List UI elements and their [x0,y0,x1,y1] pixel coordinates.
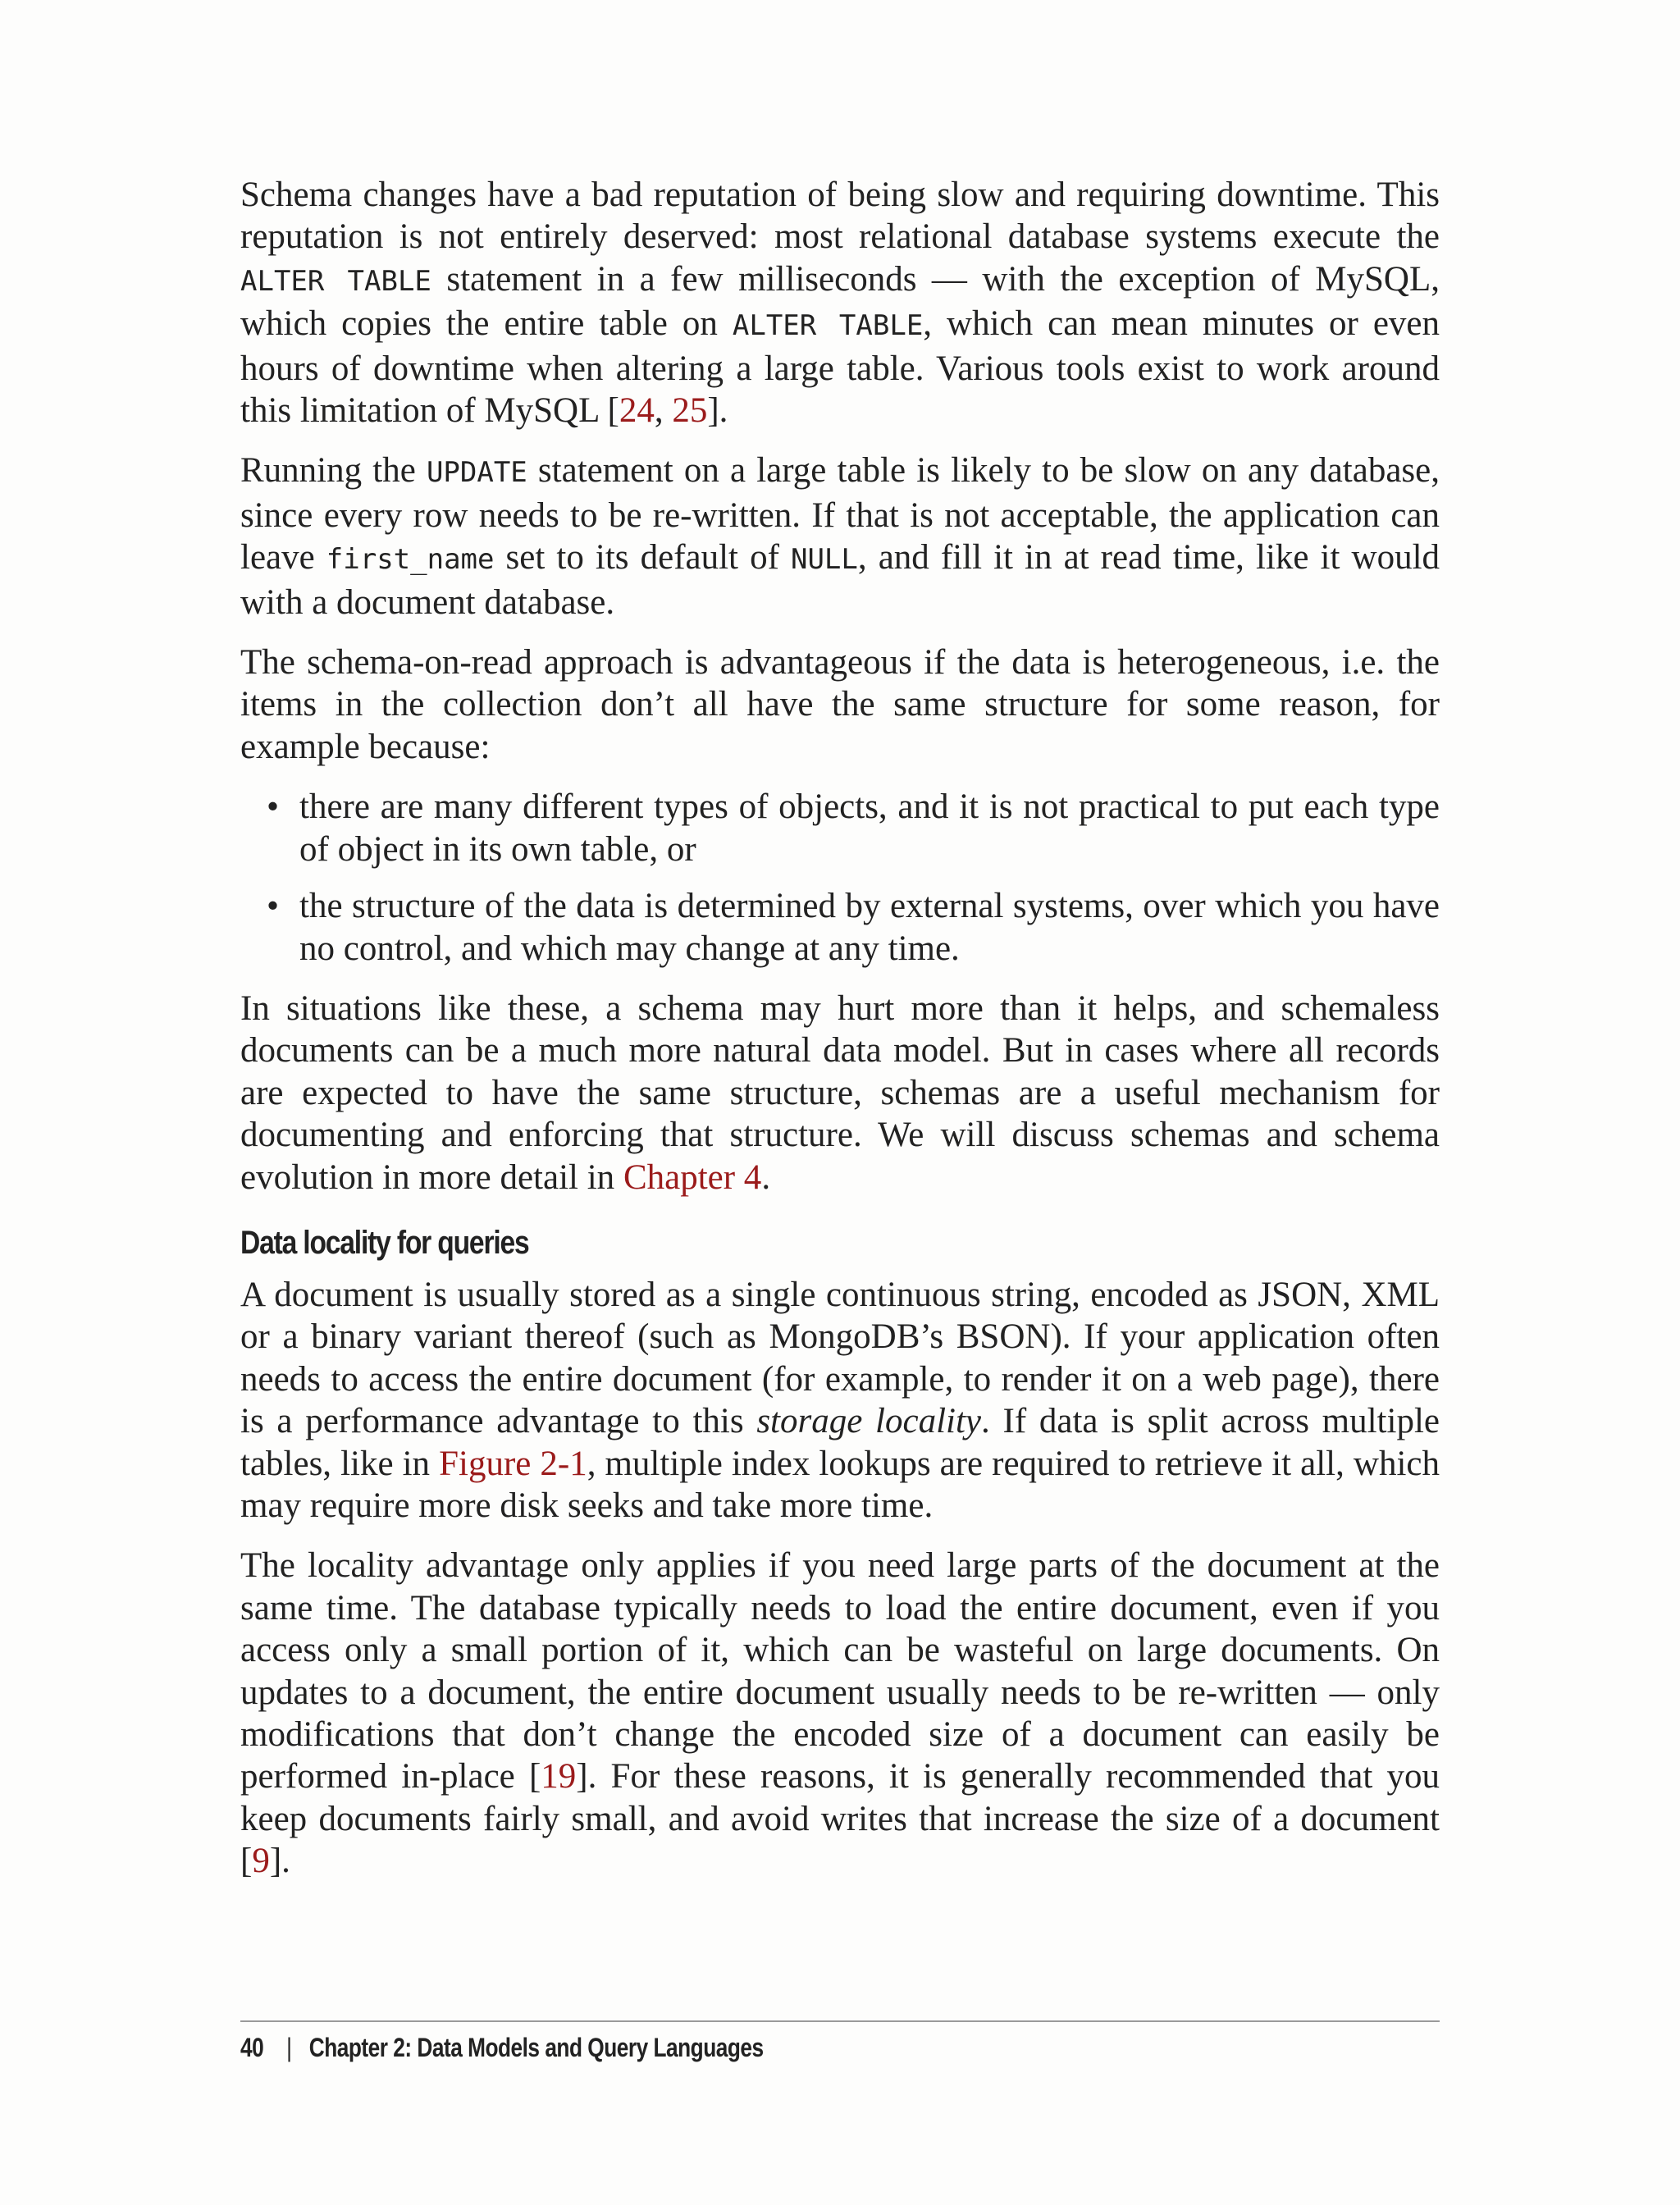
list-item [267,786,1440,870]
text-span: In situations like these, a schema may hurt more than it helps, and schemaless documents can be a much more natural data model. But in cases where all records are expected to have the same structure, schemas are a useful mechanism for documenting and enforcing that structure. We will discuss schemas and schema evolution in more detail in [240,988,1440,1197]
paragraph-locality-advantage [240,1545,1440,1882]
page-footer [240,2029,764,2066]
emphasis-text: storage locality [756,1402,982,1441]
footer-divider [240,2020,1440,2022]
text-span: statement on a large table is likely to be slow on any database, since every row needs to be re-written. If that is not acceptable, the application can leave [240,451,1440,578]
text-span: Schema changes have a bad reputation of being slow and requiring downtime. This reputation is not entirely deserved: most relational database systems execute the [240,176,1440,257]
text-span: , which can mean minutes or even hours of downtime when altering a large table. Various tools exist to work around this limitation of MySQL [ [240,304,1440,431]
citation-link[interactable]: 25 [672,391,708,431]
text-span: Running the [240,451,427,491]
inline-code: ALTER TABLE [732,309,924,343]
chapter-4-link[interactable]: Chapter 4 [623,1157,762,1197]
figure-2-1-link[interactable]: Figure 2-1 [439,1444,587,1483]
footer-separator: | [286,2033,292,2062]
text-span: ]. [269,1842,290,1881]
text-span: . If data is split across multiple tables, like in [240,1402,1440,1483]
inline-code: ALTER TABLE [240,264,431,298]
page-number: 40 [240,2033,264,2062]
text-span: The schema-on-read approach is advantageous if the data is heterogeneous, i.e. the items in the collection don’t all have the same structure for some reason, for example because: [240,643,1440,766]
paragraph-update-statement [240,450,1440,623]
section-heading: Data locality for queries [240,1224,529,1261]
list-item-text: there are many different types of objects, and it is not practical to put each type of object in its own table, or [299,788,1440,869]
paragraph-schema-changes [240,174,1440,431]
text-span: , multiple index lookups are required to retrieve it all, which may require more disk seeks and take more time. [240,1444,1440,1525]
citation-link[interactable]: 9 [252,1842,270,1881]
text-span: ]. For these reasons, it is generally recommended that you keep documents fairly small, and avoid writes that increase the size of a document [ [240,1757,1440,1881]
inline-code: UPDATE [426,456,527,490]
citation-link[interactable]: 24 [619,391,655,431]
inline-code: NULL [790,543,858,577]
text-span: statement in a few milliseconds — with the exception of MySQL, which copies the entire table on [240,259,1440,344]
citation-link[interactable]: 19 [541,1757,577,1796]
text-span: set to its default of [494,538,791,578]
text-span: ]. [707,391,728,431]
page-body [240,174,1440,1901]
text-span: The locality advantage only applies if you need large parts of the document at the same time. The database typically needs to load the entire document, even if you access only a small portion of it, which can be wasteful on large documents. On updates to a document, the entire document usually needs to be re-written — only modifications that don’t change the encoded size of a document can easily be performed in-place [ [240,1546,1440,1796]
list-item [267,885,1440,970]
text-span: . [761,1157,771,1197]
paragraph-document-storage [240,1274,1440,1527]
list-item-text: the structure of the data is determined by external systems, over which you have no control, and which may change at any time. [299,887,1440,968]
text-span: , [654,391,673,431]
bullet-icon: • [267,788,280,827]
inline-code: first_name [326,543,495,577]
paragraph-schema-on-read [240,641,1440,768]
paragraph-schemaless-documents [240,988,1440,1198]
text-span: A document is usually stored as a single continuous string, encoded as JSON, XML or a binary variant thereof (such as MongoDB’s BSON). If your application often needs to access the entire document (for example, to render it on a web page), there is a performance advantage to this [240,1275,1440,1441]
text-span: , and fill it in at read time, like it would with a document database. [240,538,1440,622]
chapter-title: Chapter 2: Data Models and Query Languages [308,2033,764,2062]
bullet-list [240,786,1440,970]
bullet-icon: • [267,887,280,926]
